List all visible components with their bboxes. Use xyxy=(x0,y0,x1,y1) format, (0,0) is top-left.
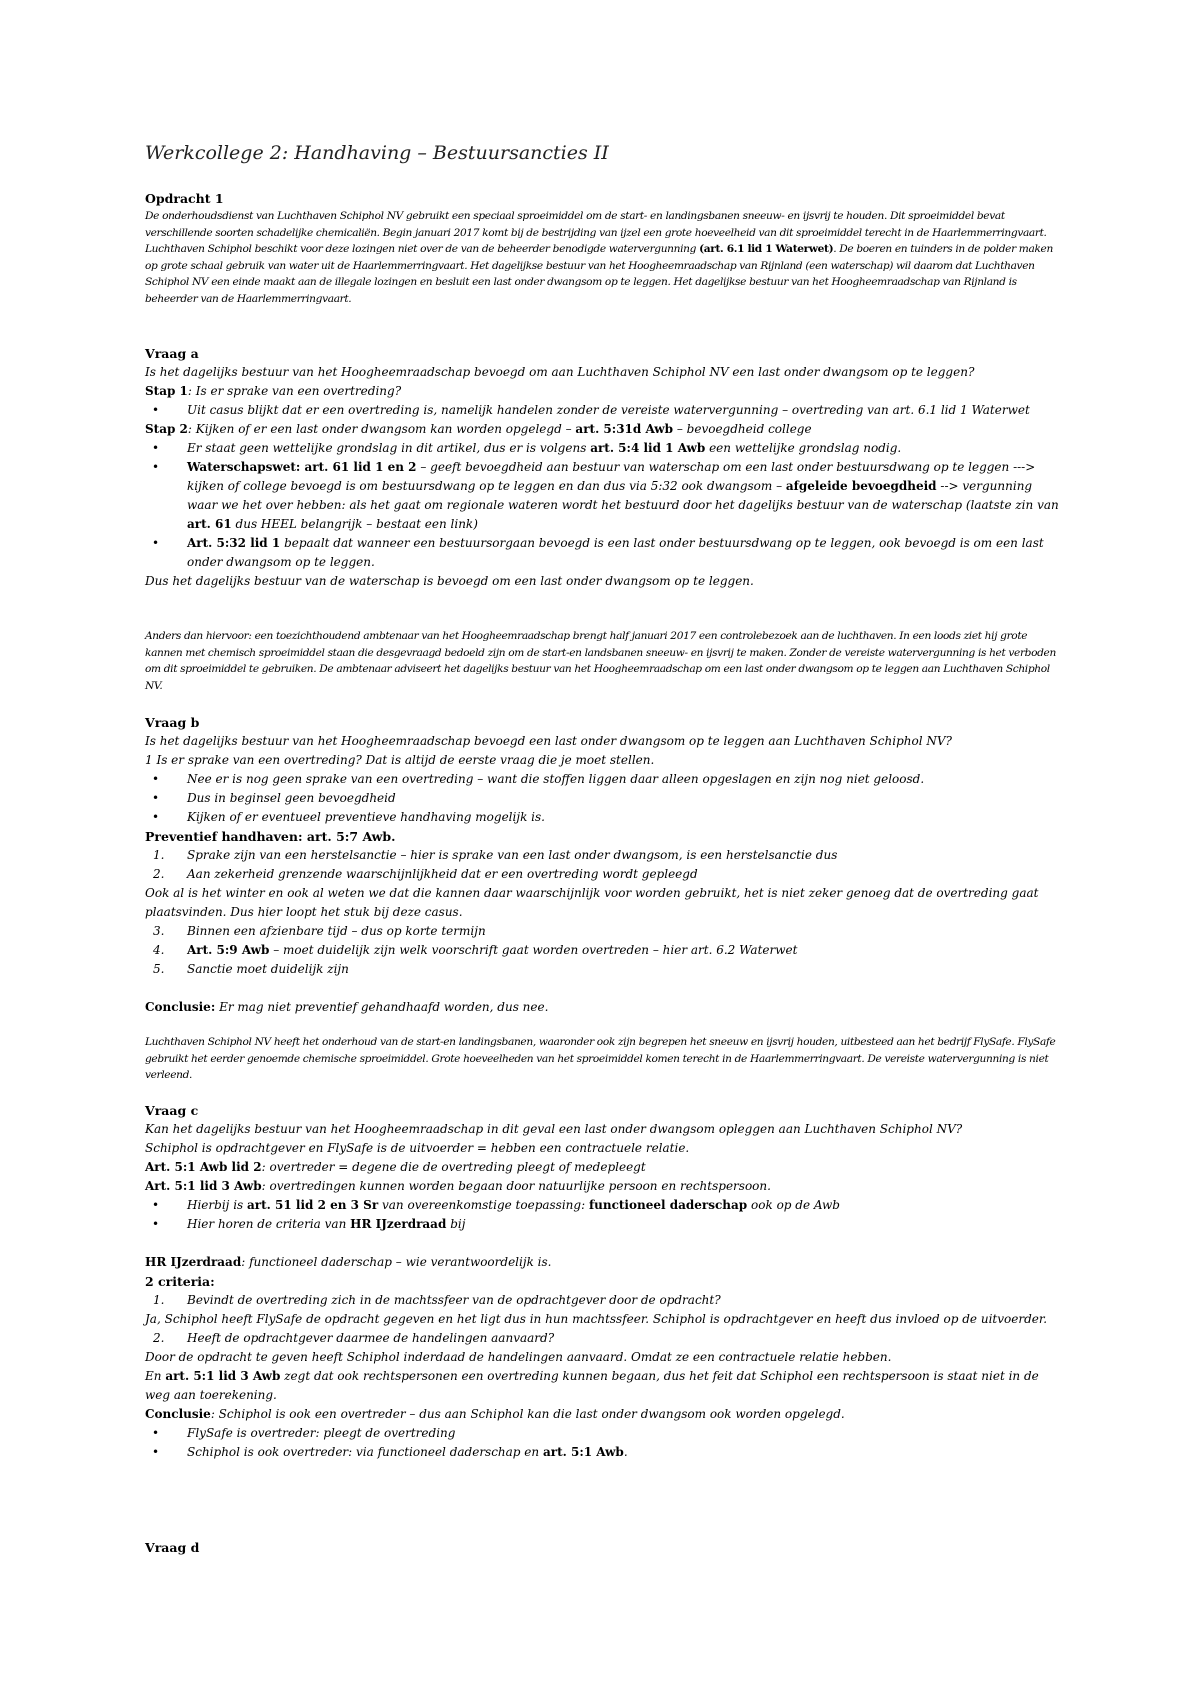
list-item-reference: Art. 5:9 Awb xyxy=(187,943,270,957)
opdracht-1-text xyxy=(145,208,1060,307)
vraag-b-middle-text: Ook al is het winter en ook al weten we dat die kannen daar waarschijnlijk voor worden gebruikt, het is niet zeker genoeg dat de overtreding gaat plaatsvinden. Dus hier loopt het stuk bij deze casus. xyxy=(145,886,1039,919)
casus-2-section xyxy=(145,628,1060,694)
list-item-reference: Art. 5:32 lid 1 xyxy=(187,536,281,550)
list-item-text: Sanctie moet duidelijk zijn xyxy=(187,962,349,976)
stap-1-text: : Is er sprake van een overtreding? xyxy=(187,384,402,398)
list-number: 1. xyxy=(153,848,165,862)
list-item-reference: Waterschapswet: art. 61 lid 1 en 2 xyxy=(187,460,417,474)
casus-2-text: Anders dan hiervoor: een toezichthoudend ambtenaar van het Hoogheemraadschap brengt half januari 2017 een controlebezoek aan de luchthaven. In een loods ziet hij grote kannen met chemisch sproeimiddel staan die desgevraagd bedoeld zijn om de start-en landsbanen sneeuw- en ijsvrij te maken. Zonder de vereiste watervergunning is het verboden om dit sproeimiddel te gebruiken. De ambtenaar adviseert het dagelijks bestuur van het Hoogheemraadschap om een last onder dwangsom op te leggen aan Luchthaven Schiphol NV. xyxy=(145,630,1056,692)
list-number: 3. xyxy=(153,924,165,938)
list-item xyxy=(145,458,1060,534)
list-item-text: Hier horen de criteria van xyxy=(187,1217,347,1231)
reference: Art. 5:1 Awb lid 2 xyxy=(145,1160,262,1174)
hr-ijzerdraad-line xyxy=(145,1253,1060,1272)
vraag-b-line-1: 1 Is er sprake van een overtreding? Dat is altijd de eerste vraag die je moet stellen. xyxy=(145,753,655,767)
list-item: • Kijken of er eventueel preventieve handhaving mogelijk is. xyxy=(145,808,1060,827)
stap-1-label: Stap 1 xyxy=(145,384,188,398)
vraag-a-question: Is het dagelijks bestuur van het Hoogheemraadschap bevoegd om aan Luchthaven Schiphol NV een last onder dwangsom op te leggen? xyxy=(145,365,975,379)
list-item: • Nee er is nog geen sprake van een overtreding – want die stoffen liggen daar alleen opgeslagen en zijn nog niet geloosd. xyxy=(145,770,1060,789)
vraag-c-list xyxy=(145,1196,1060,1234)
line-text: En xyxy=(145,1369,162,1383)
list-item: • Uit casus blijkt dat er een overtreding is, namelijk handelen zonder de vereiste watervergunning – overtreding van art. 6.1 lid 1 Waterwet xyxy=(145,401,1060,420)
vraag-a-stap-1 xyxy=(145,382,1060,401)
list-item-reference: HR IJzerdraad xyxy=(350,1217,447,1231)
criteria-list-2 xyxy=(145,1329,1060,1348)
list-item-text: dus HEEL belangrijk – bestaat een link) xyxy=(235,517,478,531)
list-item-text: Sprake zijn van een herstelsanctie – hier is sprake van een last onder dwangsom, is een herstelsanctie dus xyxy=(187,848,838,862)
vraag-c-line-1: Schiphol is opdrachtgever en FlySafe is de uitvoerder = hebben een contractuele relatie. xyxy=(145,1141,690,1155)
vraag-a-section xyxy=(145,344,1060,591)
list-item-reference: art. 61 xyxy=(187,517,232,531)
list-item xyxy=(145,865,1060,884)
reference: HR IJzerdraad xyxy=(145,1255,242,1269)
reference: Art. 5:1 lid 3 Awb xyxy=(145,1179,262,1193)
opdracht-1-reference: (art. 6.1 lid 1 Waterwet) xyxy=(699,243,834,255)
criterion-2-answer: Door de opdracht te geven heeft Schiphol inderdaad de handelingen aanvaard. Omdat ze een contractuele relatie hebben. xyxy=(145,1350,892,1364)
list-item xyxy=(145,1215,1060,1234)
casus-3-section xyxy=(145,1034,1060,1084)
vraag-b-conclusion xyxy=(145,998,1060,1017)
criteria-list-1 xyxy=(145,1291,1060,1310)
list-number: 2. xyxy=(153,1331,165,1345)
list-item-text: van overeenkomstige toepassing: xyxy=(382,1198,586,1212)
list-item-text: bepaalt dat wanneer een bestuursorgaan bevoegd is een last onder bestuursdwang op te leggen, ook bevoegd is om een last onder dwangsom op te leggen. xyxy=(187,536,1044,569)
list-item-reference: functioneel daderschap xyxy=(588,1198,748,1212)
conclusion-label: Conclusie xyxy=(145,1407,211,1421)
list-number: 4. xyxy=(153,943,165,957)
list-item xyxy=(145,1329,1060,1348)
line-text: : overtredingen kunnen worden begaan door natuurlijke persoon en rechtspersoon. xyxy=(261,1179,771,1193)
list-item xyxy=(145,960,1060,979)
list-item xyxy=(145,534,1060,572)
list-item-text: een wettelijke grondslag nodig. xyxy=(709,441,902,455)
stap-2-text-after: – bevoegdheid college xyxy=(676,422,812,436)
conclusion-text: Er mag niet preventief gehandhaafd worden, dus nee. xyxy=(219,1000,549,1014)
conclusion-label: Conclusie: xyxy=(145,1000,216,1014)
conclusion-text: : Schiphol is ook een overtreder – dus aan Schiphol kan die last onder dwangsom ook worden opgelegd. xyxy=(210,1407,845,1421)
page-title: Werkcollege 2: Handhaving – Bestuursancties II xyxy=(145,142,609,164)
stap-1-list xyxy=(145,401,1060,420)
opdracht-1-text-part1: De onderhoudsdienst van Luchthaven Schiphol NV gebruikt een speciaal sproeimiddel om de start- en landingsbanen sneeuw- en ijsvrij te houden. Dit sproeimiddel bevat verschillende soorten schadelijke chemicaliën. Begin januari 2017 komt bij de bestrijding van ijzel een grote hoeveelheid van dit sproeimiddel terecht in de Haarlemmerringvaart. Luchthaven Schiphol beschikt voor deze lozingen niet over de van de beheerder benodigde watervergunning xyxy=(145,210,1047,255)
line-text: : functioneel daderschap – wie verantwoordelijk is. xyxy=(241,1255,552,1269)
vraag-b-section xyxy=(145,713,1060,1017)
vraag-b-list xyxy=(145,770,1060,827)
vraag-b-question: Is het dagelijks bestuur van het Hoogheemraadschap bevoegd een last onder dwangsom op te leggen aan Luchthaven Schiphol NV? xyxy=(145,734,952,748)
vraag-c-question: Kan het dagelijks bestuur van het Hoogheemraadschap in dit geval een last onder dwangsom opleggen aan Luchthaven Schiphol NV? xyxy=(145,1122,963,1136)
list-item-text: – geeft bevoegdheid aan bestuur van waterschap om een last onder bestuursdwang op te leggen ---> kijken of college bevoegd is om bestuursdwang op te leggen en dan dus via 5:32 ook dwangsom – xyxy=(187,460,1036,493)
list-item-reference: art. 5:4 lid 1 Awb xyxy=(590,441,706,455)
list-number: 1. xyxy=(153,1293,165,1307)
list-item xyxy=(145,846,1060,865)
list-item-text: – moet duidelijk zijn welk voorschrift gaat worden overtreden – hier art. 6.2 Waterwet xyxy=(273,943,798,957)
line-text: : overtreder = degene die de overtreding pleegt of medepleegt xyxy=(261,1160,646,1174)
opdracht-1-text-part2: . De boeren en tuinders in de polder maken op grote schaal gebruik van water uit de Haarlemmerringvaart. Het dagelijkse bestuur van het Hoogheemraadschap van Rijnland (een waterschap) wil daarom dat Luchthaven Schiphol NV een einde maakt aan de illegale lozingen en besluit een last onder dwangsom op te leggen. Het dagelijkse bestuur van het Hoogheemraadschap van Rijnland is beheerder van de Haarlemmerringvaart. xyxy=(145,243,1053,305)
vraag-c-line-2 xyxy=(145,1158,1060,1177)
list-item xyxy=(145,1443,1060,1462)
reference: art. 5:1 lid 3 Awb xyxy=(165,1369,281,1383)
list-item-reference: art. 5:1 Awb xyxy=(542,1445,624,1459)
line-text: zegt dat ook rechtspersonen een overtreding kunnen begaan, dus het feit dat Schiphol een rechtspersoon is staat niet in de weg aan toerekening. xyxy=(145,1369,1039,1402)
rechtspersoon-line xyxy=(145,1367,1060,1405)
opdracht-1-section xyxy=(145,189,1060,307)
vraag-c-section xyxy=(145,1101,1060,1462)
list-item-text: --> vergunning waar we het over hebben: als het gaat om regionale wateren wordt het bestuurd door het dagelijks bestuur van de waterschap (laatste zin van xyxy=(187,479,1059,512)
stap-2-list xyxy=(145,439,1060,572)
list-item-text: Bevindt de overtreding zich in de machtssfeer van de opdrachtgever door de opdracht? xyxy=(187,1293,721,1307)
list-item-reference: art. 51 lid 2 en 3 Sr xyxy=(247,1198,379,1212)
list-item: • Dus in beginsel geen bevoegdheid xyxy=(145,789,1060,808)
list-item-text: Schiphol is ook overtreder: via functioneel daderschap en xyxy=(187,1445,540,1459)
list-item xyxy=(145,941,1060,960)
stap-2-text: : Kijken of er een last onder dwangsom kan worden opgelegd – xyxy=(187,422,572,436)
vraag-c-heading: Vraag c xyxy=(145,1103,199,1118)
list-item-text: ook op de Awb xyxy=(751,1198,840,1212)
stap-2-label: Stap 2 xyxy=(145,422,188,436)
criterion-1-answer: Ja, Schiphol heeft FlySafe de opdracht gegeven en het ligt dus in hun machtssfeer. Schiphol is opdrachtgever en heeft dus invloed op de uitvoerder. xyxy=(145,1312,1048,1326)
casus-3-text: Luchthaven Schiphol NV heeft het onderhoud van de start-en landingsbanen, waaronder ook zijn begrepen het sneeuw en ijsvrij houden, uitbesteed aan het bedrijf FlySafe. FlySafe gebruikt het eerder genoemde chemische sproeimiddel. Grote hoeveelheden van het sproeimiddel komen terecht in de Haarlemmerringvaart. De vereiste watervergunning is niet verleend. xyxy=(145,1036,1056,1081)
list-item xyxy=(145,1291,1060,1310)
preventief-heading: Preventief handhaven: art. 5:7 Awb. xyxy=(145,829,396,844)
list-number: 5. xyxy=(153,962,165,976)
list-item xyxy=(145,1196,1060,1215)
list-item-text: Aan zekerheid grenzende waarschijnlijkheid dat er een overtreding wordt gepleegd xyxy=(187,867,698,881)
list-item-text: bij xyxy=(450,1217,466,1231)
list-item-text: Er staat geen wettelijke grondslag in dit artikel, dus er is volgens xyxy=(187,441,587,455)
criteria-heading: 2 criteria: xyxy=(145,1274,215,1289)
vraag-d-section xyxy=(145,1538,1060,1557)
list-item-text: Hierbij is xyxy=(187,1198,244,1212)
opdracht-1-heading: Opdracht 1 xyxy=(145,191,224,206)
list-number: 2. xyxy=(153,867,165,881)
vraag-a-conclusion: Dus het dagelijks bestuur van de waterschap is bevoegd om een last onder dwangsom op te leggen. xyxy=(145,574,754,588)
list-item-text: . xyxy=(623,1445,628,1459)
vraag-d-heading: Vraag d xyxy=(145,1540,200,1555)
list-item-text: Heeft de opdrachtgever daarmee de handelingen aanvaard? xyxy=(187,1331,555,1345)
list-item: • FlySafe is overtreder: pleegt de overtreding xyxy=(145,1424,1060,1443)
preventief-list-2 xyxy=(145,922,1060,979)
list-item-text: Binnen een afzienbare tijd – dus op korte termijn xyxy=(187,924,486,938)
list-item xyxy=(145,439,1060,458)
vraag-c-line-3 xyxy=(145,1177,1060,1196)
list-item xyxy=(145,922,1060,941)
vraag-b-heading: Vraag b xyxy=(145,715,200,730)
stap-2-reference: art. 5:31d Awb xyxy=(575,422,674,436)
vraag-c-final-list xyxy=(145,1424,1060,1462)
preventief-list-1 xyxy=(145,846,1060,884)
vraag-a-stap-2 xyxy=(145,420,1060,439)
vraag-c-conclusion xyxy=(145,1405,1060,1424)
list-item-reference: afgeleide bevoegdheid xyxy=(785,479,937,493)
vraag-a-heading: Vraag a xyxy=(145,346,199,361)
